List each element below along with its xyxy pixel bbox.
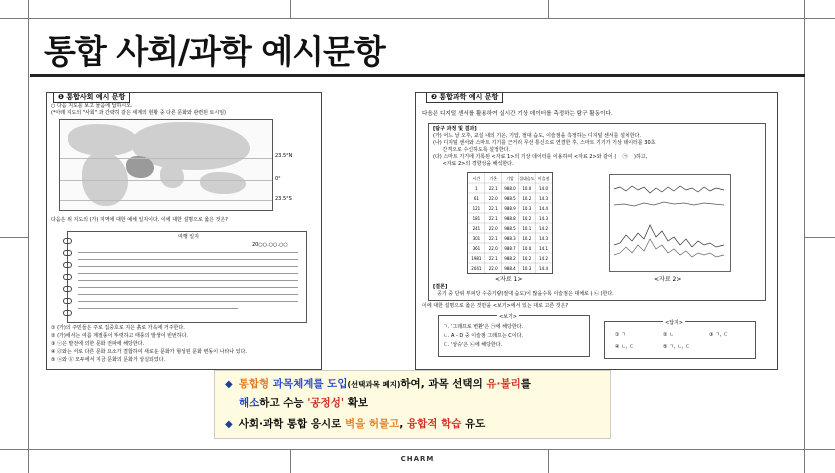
callout-text: 사회·과학 통합 응시로 [238, 418, 342, 430]
callout-text: 해소 [239, 397, 260, 409]
table-cell: 301 [472, 236, 481, 241]
latitude-label-equator: 0° [275, 176, 281, 182]
process-box [428, 123, 766, 301]
diary-text-line [78, 259, 298, 260]
table-cell: 14.3 [539, 216, 549, 221]
diary-title: 여행 일지 [178, 234, 199, 240]
footer-brand: CHARM [400, 455, 435, 463]
process-step: (다) 스마트 기기에 기록된 <자료 1>의 기상 데이터를 이용하여 <자료 2>와 같이 ( ㉠ )하고, [433, 154, 648, 160]
table-cell: 10.3 [522, 206, 532, 211]
grid-bottom-line [0, 449, 835, 450]
world-map [59, 119, 273, 211]
diary-ring [63, 286, 72, 292]
callout-text: 융합적 학습 [406, 418, 462, 430]
grid-row-right [805, 237, 835, 238]
answer-title: <답지> [665, 320, 684, 326]
callout-text: 확보 [347, 397, 368, 409]
callout-text: 를 [520, 378, 531, 390]
callout-text: 하고 수능 [259, 397, 304, 409]
table-header-cell: 기온 [489, 176, 498, 181]
table-cell: 10.1 [522, 226, 532, 231]
table-cell: 14.3 [539, 196, 549, 201]
table-cell: 14.2 [539, 226, 549, 231]
callout-text: 유도 [465, 418, 486, 430]
diary-ring [63, 238, 72, 244]
map-land-seasia [200, 172, 246, 194]
choice-3: ③ ⓒ은 발전에 의한 문화 전파에 해당한다. [51, 341, 145, 347]
diary-text-line [78, 301, 298, 302]
table-cell: 1981 [471, 256, 482, 261]
table-cell: 121 [472, 206, 481, 211]
table-cell: 14.1 [539, 246, 549, 251]
callout-text: 과목 선택의 [428, 378, 483, 390]
bogi-box [438, 315, 590, 357]
grid-top-line [0, 18, 835, 19]
process-step: 간격으로 수신하도록 설정한다. [433, 147, 511, 153]
table-header-cell: 절대습도 [519, 176, 535, 181]
figure-1-caption: <자료 1> [495, 276, 523, 283]
conclusion-title: [결론] [433, 284, 448, 290]
social-panel-title: ❶ 통합사회 예시 문항 [53, 92, 130, 103]
diary-text-line [78, 287, 298, 288]
table-cell: 988.3 [504, 236, 516, 241]
conclusion-text: 공기 중 단위 부피당 수증기량(절대 습도)이 많을수록 이슬점은 대체로 ( ㉡ )한다. [437, 291, 614, 297]
grid-col-1 [290, 0, 291, 18]
callout-line-2 [239, 395, 368, 410]
choice-5: ⑤ ⓐ와 ⓑ 모두에서 지금 문화의 문화가 상실되었다. [51, 357, 166, 363]
graph-line-c [614, 225, 724, 247]
map-latitude-south [60, 200, 272, 201]
science-question: 이에 대한 설명으로 옳은 것만을 <보기>에서 있는 대로 고른 것은? [422, 303, 569, 309]
table-cell: 988.5 [504, 196, 516, 201]
process-step: (가) 어느 날 오후, 교실 내의 기온, 기압, 절대 습도, 이슬점을 측정하는 디지털 센서를 설치한다. [433, 133, 641, 139]
diamond-bullet-icon: ◆ [225, 419, 233, 430]
grid-col-2 [548, 0, 549, 18]
table-cell: 2041 [471, 266, 482, 271]
choice-2: ② (가)에서는 여름 계절풍이 뚜렷하고 태풍의 발생이 빈번하다. [51, 333, 189, 339]
table-cell: 22.1 [488, 206, 498, 211]
diary-ring [63, 274, 72, 280]
graph-line-b [614, 202, 724, 206]
bogi-title: <보기> [499, 314, 518, 320]
table-cell: 988.5 [504, 226, 516, 231]
grid-left-line [28, 0, 29, 473]
social-question-panel [46, 92, 322, 370]
science-question-panel [415, 92, 778, 370]
callout-text: 과목체계를 [272, 378, 324, 390]
bogi-item: ㄷ. '상승'은 ㉡에 해당한다. [443, 342, 503, 348]
map-equator [60, 180, 272, 181]
answer-option: ① ㄱ [615, 332, 626, 338]
table-cell: 361 [472, 246, 481, 251]
data-table-grid [468, 173, 552, 273]
process-step: <자료 2>의 경향성을 해석한다. [433, 161, 514, 167]
latitude-label-south: 23.5°S [275, 196, 292, 202]
figure-2-caption: <자료 2> [654, 276, 682, 283]
callout-text: 통합형 [238, 378, 270, 390]
answer-option: ② ㄴ [663, 332, 674, 338]
table-cell: 22.1 [488, 236, 498, 241]
callout-text: (선택과목 폐지) [347, 380, 401, 389]
answer-option: ④ ㄴ, ㄷ [615, 344, 634, 350]
data-table [467, 172, 553, 274]
table-cell: 10.2 [522, 256, 532, 261]
table-header-cell: 기압 [506, 176, 514, 181]
diary-text-line [78, 280, 298, 281]
callout-text: , [399, 418, 404, 430]
table-cell: 14.4 [539, 266, 549, 271]
diary-ring [63, 262, 72, 268]
callout-text: 유·불리 [486, 378, 521, 390]
answer-option: ③ ㄱ, ㄷ [709, 332, 728, 338]
diary-text-line [78, 252, 298, 253]
weather-graph-lines [610, 175, 730, 271]
table-cell: 22.1 [488, 256, 498, 261]
table-cell: 22.0 [488, 246, 498, 251]
diary-text-line [78, 308, 238, 309]
summary-callout [214, 370, 611, 439]
table-cell: 22.1 [488, 216, 498, 221]
table-cell: 10.3 [522, 266, 532, 271]
diary-text-line [78, 266, 298, 267]
table-cell: 22.0 [488, 266, 498, 271]
table-cell: 1 [475, 186, 478, 191]
table-cell: 22.1 [488, 186, 498, 191]
table-cell: 10.2 [522, 216, 532, 221]
grid-row-left [0, 237, 28, 238]
bogi-item: ㄱ. '그래프로 변환'은 ㉠에 해당한다. [443, 324, 524, 330]
science-intro: 다음은 디지털 센서를 활용하여 실시간 기상 데이터를 측정하는 탐구 활동이다. [422, 111, 613, 117]
table-header-cell: 이슬점 [537, 176, 550, 181]
table-cell: 22.0 [488, 196, 498, 201]
graph-line-d [614, 239, 724, 257]
science-panel-title: ❷ 통합과학 예시 문항 [426, 92, 503, 103]
diary-date: 20○○.○○.○○ [252, 242, 288, 248]
table-cell: 14.4 [539, 206, 549, 211]
table-cell: 988.8 [504, 216, 516, 221]
diary-ring [63, 298, 72, 304]
callout-text: 도입 [327, 378, 348, 390]
table-cell: 988.0 [504, 186, 516, 191]
table-cell: 10.0 [522, 186, 532, 191]
table-cell: 14.3 [539, 236, 549, 241]
table-cell: 988.4 [504, 266, 516, 271]
bogi-item: ㄴ. A - D 중 이슬점 그래프는 C이다. [443, 333, 524, 339]
answer-box [604, 321, 756, 359]
callout-text: '공정성' [307, 397, 345, 409]
process-title: [탐구 과정 및 결과] [433, 126, 477, 132]
slide-title: 통합 사회/과학 예시문항 [44, 32, 385, 71]
answer-option: ⑤ ㄱ, ㄴ, ㄷ [663, 344, 690, 350]
map-caption: (*아래 지도의 "사회" 과 간략히 같은 세계의 현황 중 다른 문화와 관련된 토시임) [51, 110, 226, 116]
table-cell: 241 [472, 226, 481, 231]
table-cell: 61 [473, 196, 479, 201]
diary-text-line [78, 294, 298, 295]
table-cell: 10.2 [522, 236, 532, 241]
table-cell: 14.0 [539, 186, 549, 191]
latitude-label-north: 23.5°N [275, 153, 293, 159]
table-cell: 14.2 [539, 256, 549, 261]
travel-diary [67, 231, 307, 323]
callout-line-3 [225, 416, 485, 431]
table-header-cell: 시간 [472, 176, 481, 181]
choice-4: ④ ⓓ와는 서로 다른 문화 요소가 결합하여 새로운 문화가 형성된 문화 변동이 나타나 있다. [51, 349, 247, 355]
social-question-intro: ○ 다음 지도를 보고 물음에 답하시오. [51, 103, 133, 109]
table-cell: 988.2 [504, 256, 516, 261]
table-cell: 10.2 [522, 196, 532, 201]
map-land-india [160, 164, 184, 188]
callout-line-1 [225, 376, 531, 391]
choice-1: ① (가)의 주민들은 주로 집중호로 지은 흙로 가옥에 거주한다. [51, 325, 185, 331]
graph-line-a [614, 186, 724, 193]
weather-graph [609, 174, 731, 272]
table-cell: 988.9 [504, 206, 516, 211]
map-latitude-north [60, 158, 272, 159]
diary-ring [63, 310, 72, 316]
map-land-africa [82, 152, 128, 206]
table-cell: 988.7 [504, 246, 516, 251]
process-step: (나) 디지털 센서와 스마트 기기를 근거리 무선 통신으로 연결한 후, 스마트 기기가 기상 데이터를 30초 [433, 140, 656, 146]
social-sub-question: 다음은 위 지도의 (가) 지역에 대한 예체 일지이다. 이에 대한 설명으로 옳은 것은? [51, 217, 228, 223]
table-cell: 22.0 [488, 226, 498, 231]
map-land-arabia [126, 156, 154, 178]
callout-text: 벽을 허물고 [344, 418, 400, 430]
diary-ring [63, 250, 72, 256]
table-cell: 10.0 [522, 246, 532, 251]
diary-text-line [78, 273, 298, 274]
table-cell: 181 [472, 216, 481, 221]
callout-text: 하여, [400, 378, 425, 390]
title-underline [30, 74, 805, 77]
diamond-bullet-icon: ◆ [225, 379, 233, 390]
